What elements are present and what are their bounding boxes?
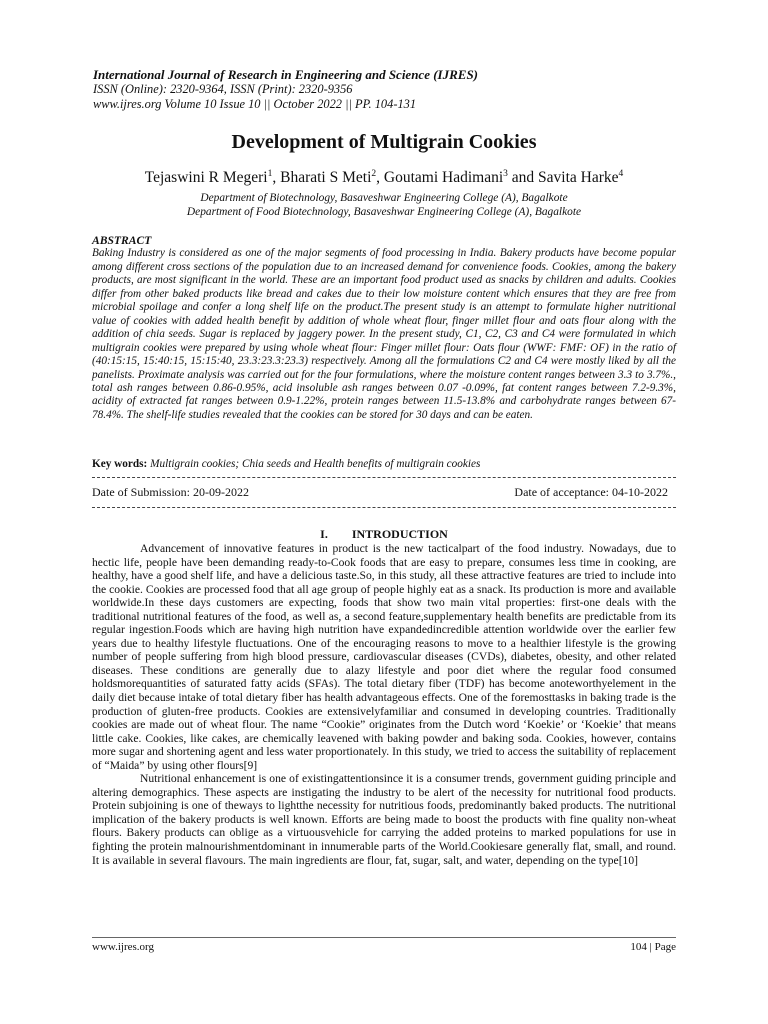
abstract-text: Baking Industry is considered as one of the major segments of food processing in India. Bakery products have become popular among different cross sections of the population due to an increased demand for convenience foods. Cookies, among the bakery products, are most significant in the world. These are an important food product used as snacks by children and adults. Cookies differ from other baked products like bread and cakes due to their low moisture content which ensures that they are free from microbial spoilage and confer a long shelf life on the product.The present study is an attempt to formulate higher nutritional value of cookies with added health benefit by addition of whole wheat flour, finger millet flour and oats flour along with the addition of chia seeds. Sugar is replaced by jaggery power. In the present study, C1, C2, C3 and C4 were formulated in which multigrain cookies were prepared by using whole wheat flour: Finger millet flour: Oats flour (WWF: FMF: OF) in the ratio of (40:15:15, 15:40:15, 15:15:40, 23.3:23.3:23.3) respectively. Among all the formulations C2 and C4 were mostly liked by all the panelists. Proximate analysis was carried out for the four formulations, where the moisture content ranges between 3.3 to 3.7%., total ash ranges between 0.86-0.95%, acid insoluble ash ranges between 0.07 -0.09%, fat content ranges between 7.2-9.3%, acidity of extracted fat ranges between 0.9-1.22%, protein ranges between 11.5-13.8% and carbohydrate ranges between 67- 78.4%. The shelf-life studies revealed that the cookies can be stored for 30 days and can be eaten.: [92, 247, 676, 421]
keywords-text: Multigrain cookies; Chia seeds and Health benefits of multigrain cookies: [147, 458, 481, 470]
author-separator: and: [507, 169, 539, 187]
author-name: Bharati S Meti: [280, 169, 372, 187]
abstract-heading: ABSTRACT: [92, 234, 152, 247]
section-body: [92, 542, 676, 867]
submission-date: Date of Submission: 20-09-2022: [92, 485, 249, 499]
keywords: [92, 458, 676, 470]
footer-website: www.ijres.org: [92, 941, 155, 953]
journal-header: [93, 67, 693, 112]
author-affiliation-mark: 1: [267, 169, 273, 179]
journal-issn: ISSN (Online): 2320-9364, ISSN (Print): 2320-9356: [93, 82, 353, 96]
keywords-label: Key words:: [92, 458, 148, 470]
affiliation: Department of Food Biotechnology, Basaveshwar Engineering College (A), Bagalkote: [186, 206, 582, 218]
author-affiliation-mark: 2: [371, 169, 377, 179]
paper-title: Development of Multigrain Cookies: [231, 131, 537, 153]
author-affiliation-mark: 3: [503, 169, 508, 179]
author-affiliation-mark: 4: [618, 169, 624, 179]
body-paragraph: Advancement of innovative features in product is the new tacticalpart of the food industry. Nowadays, due to hectic life, people have been demanding ready-to-Cook foods that are easy to prepare, consumes less time in cooking, are healthy, have a good shelf life, and have a delicious taste.So, in this study, all these attractive features are tried to include into the cookie. Cookies are processed food that all age group of people highly eat as a snack. Its production is more and available worldwide.In these days customers are expecting, foods that show two main vital properties: first-one deals with the traditional nutritional features of the food, as well as, a second feature,supplementary health benefits are predictable from its regular ingestion.Foods which are having high nutrition have expandedincredible attention worldwide over the earlier few years due to healthy lifestyle fluctuations. One of the encouraging reasons to move to a healthier lifestyle is the growing number of people suffering from high blood pressure, cardiovascular diseases (CVDs), diabetes, obesity, and other related diseases. These conditions are generally due to alazy lifestyle and poor diet where the regular food consumed holdsmorequantities of saturated fatty acids (SFAs). The total dietary fiber (TDF) has become anoteworthyelement in the daily diet because intake of total dietary fiber has health advantageous effects. One of the foremosttasks in baking trade is the production of gluten-free products. Cookies are extensivelyfamiliar and consumed in developing countries. Traditionally cookies are made out of wheat flour. The name “Cookie” originates from the Dutch word ‘Koekie’ or ‘Koekie’ that means little cake. Cookies, like cakes, are chemically leavened with baking powder and baking soda. Cookies, however, contains more sugar and shortening agent and less water proportionately. In this study, we tried to access the suitability of replacement of “Maida” by using other flours[9]: [92, 542, 676, 772]
author-name: Goutami Hadimani: [383, 169, 504, 187]
submission-dates: [92, 485, 668, 500]
affiliation: Department of Biotechnology, Basaveshwar Engineering College (A), Bagalkote: [200, 192, 568, 204]
author-list: [0, 169, 768, 187]
footer-rule: [92, 937, 676, 938]
acceptance-date: Date of acceptance: 04-10-2022: [514, 485, 668, 499]
section-title: INTRODUCTION: [351, 527, 448, 541]
divider: [92, 477, 676, 478]
journal-volume: www.ijres.org Volume 10 Issue 10 || October 2022 || PP. 104-131: [93, 97, 417, 111]
page-number: 104 | Page: [630, 941, 676, 953]
journal-name: International Journal of Research in Engineering and Science (IJRES): [93, 67, 479, 82]
page-footer: [92, 941, 676, 953]
abstract: [92, 234, 676, 422]
author-separator: ,: [272, 169, 281, 187]
section-heading: [0, 527, 768, 542]
author-name: Savita Harke: [538, 169, 619, 187]
divider: [92, 507, 676, 508]
section-number: I.: [320, 527, 328, 541]
body-paragraph: Nutritional enhancement is one of existingattentionsince it is a consumer trends, government guiding principle and altering demographics. These aspects are instigating the industry to be alert of the necessity for nutritional food products. Protein subjoining is one of theways to lightthe necessity for nutritious foods, predominantly baked products. The nutritional implication of the bakery products is well known. Efforts are being made to boost the products with fine quality non-wheat flours. Bakery products can oblige as a virtuousvehicle for carrying the added proteins to marked populations for use in fighting the protein malnourishmentdominant in innumerable parts of the World.Cookiesare generally flat, small, and round. It is available in several flavours. The main ingredients are flour, fat, sugar, salt, and water, depending on the type[10]: [92, 772, 676, 867]
author-separator: ,: [376, 169, 384, 187]
author-name: Tejaswini R Megeri: [144, 169, 268, 187]
